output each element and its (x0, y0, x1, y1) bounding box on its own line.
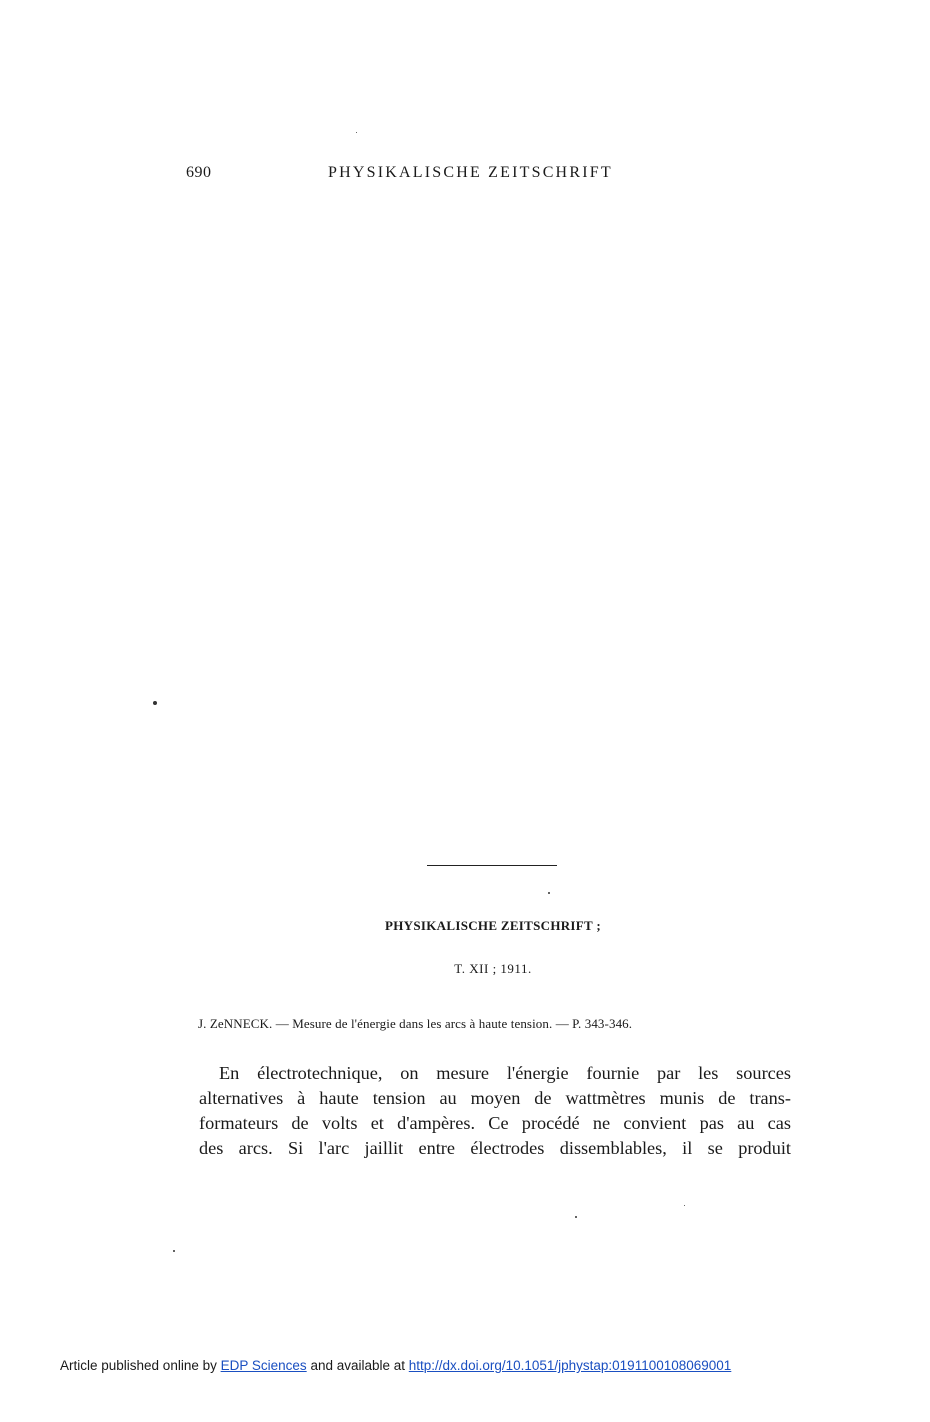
article-citation: J. ZeNNECK. — Mesure de l'énergie dans les arcs à haute tension. — P. 343-346. (198, 1016, 633, 1031)
scan-speck (153, 701, 157, 705)
footer-prefix: Article published online by (60, 1358, 217, 1373)
scan-speck (684, 1205, 685, 1206)
scan-speck (575, 1216, 577, 1218)
footer-middle: and available at (310, 1358, 406, 1373)
article-body (199, 1061, 791, 1161)
journal-title: PHYSIKALISCHE ZEITSCHRIFT ; (385, 918, 601, 933)
body-line: alternatives à haute tension au moyen de wattmètres munis de trans- (199, 1088, 791, 1108)
scan-speck (356, 132, 357, 133)
running-title: PHYSIKALISCHE ZEITSCHRIFT (328, 164, 613, 181)
publication-footer (60, 1358, 731, 1373)
scan-speck (173, 1250, 175, 1252)
scan-speck (548, 892, 550, 894)
volume-info: T. XII ; 1911. (454, 961, 532, 976)
section-divider (427, 865, 557, 866)
publisher-link[interactable]: EDP Sciences (220, 1358, 307, 1373)
body-line: formateurs de volts et d'ampères. Ce procédé ne convient pas au cas (199, 1113, 791, 1133)
doi-link[interactable]: http://dx.doi.org/10.1051/jphystap:0191100108069001 (408, 1358, 732, 1373)
page-number: 690 (186, 164, 212, 181)
body-line: des arcs. Si l'arc jaillit entre électrodes dissemblables, il se produit (199, 1138, 791, 1158)
body-line: En électrotechnique, on mesure l'énergie fournie par les sources (219, 1063, 791, 1083)
